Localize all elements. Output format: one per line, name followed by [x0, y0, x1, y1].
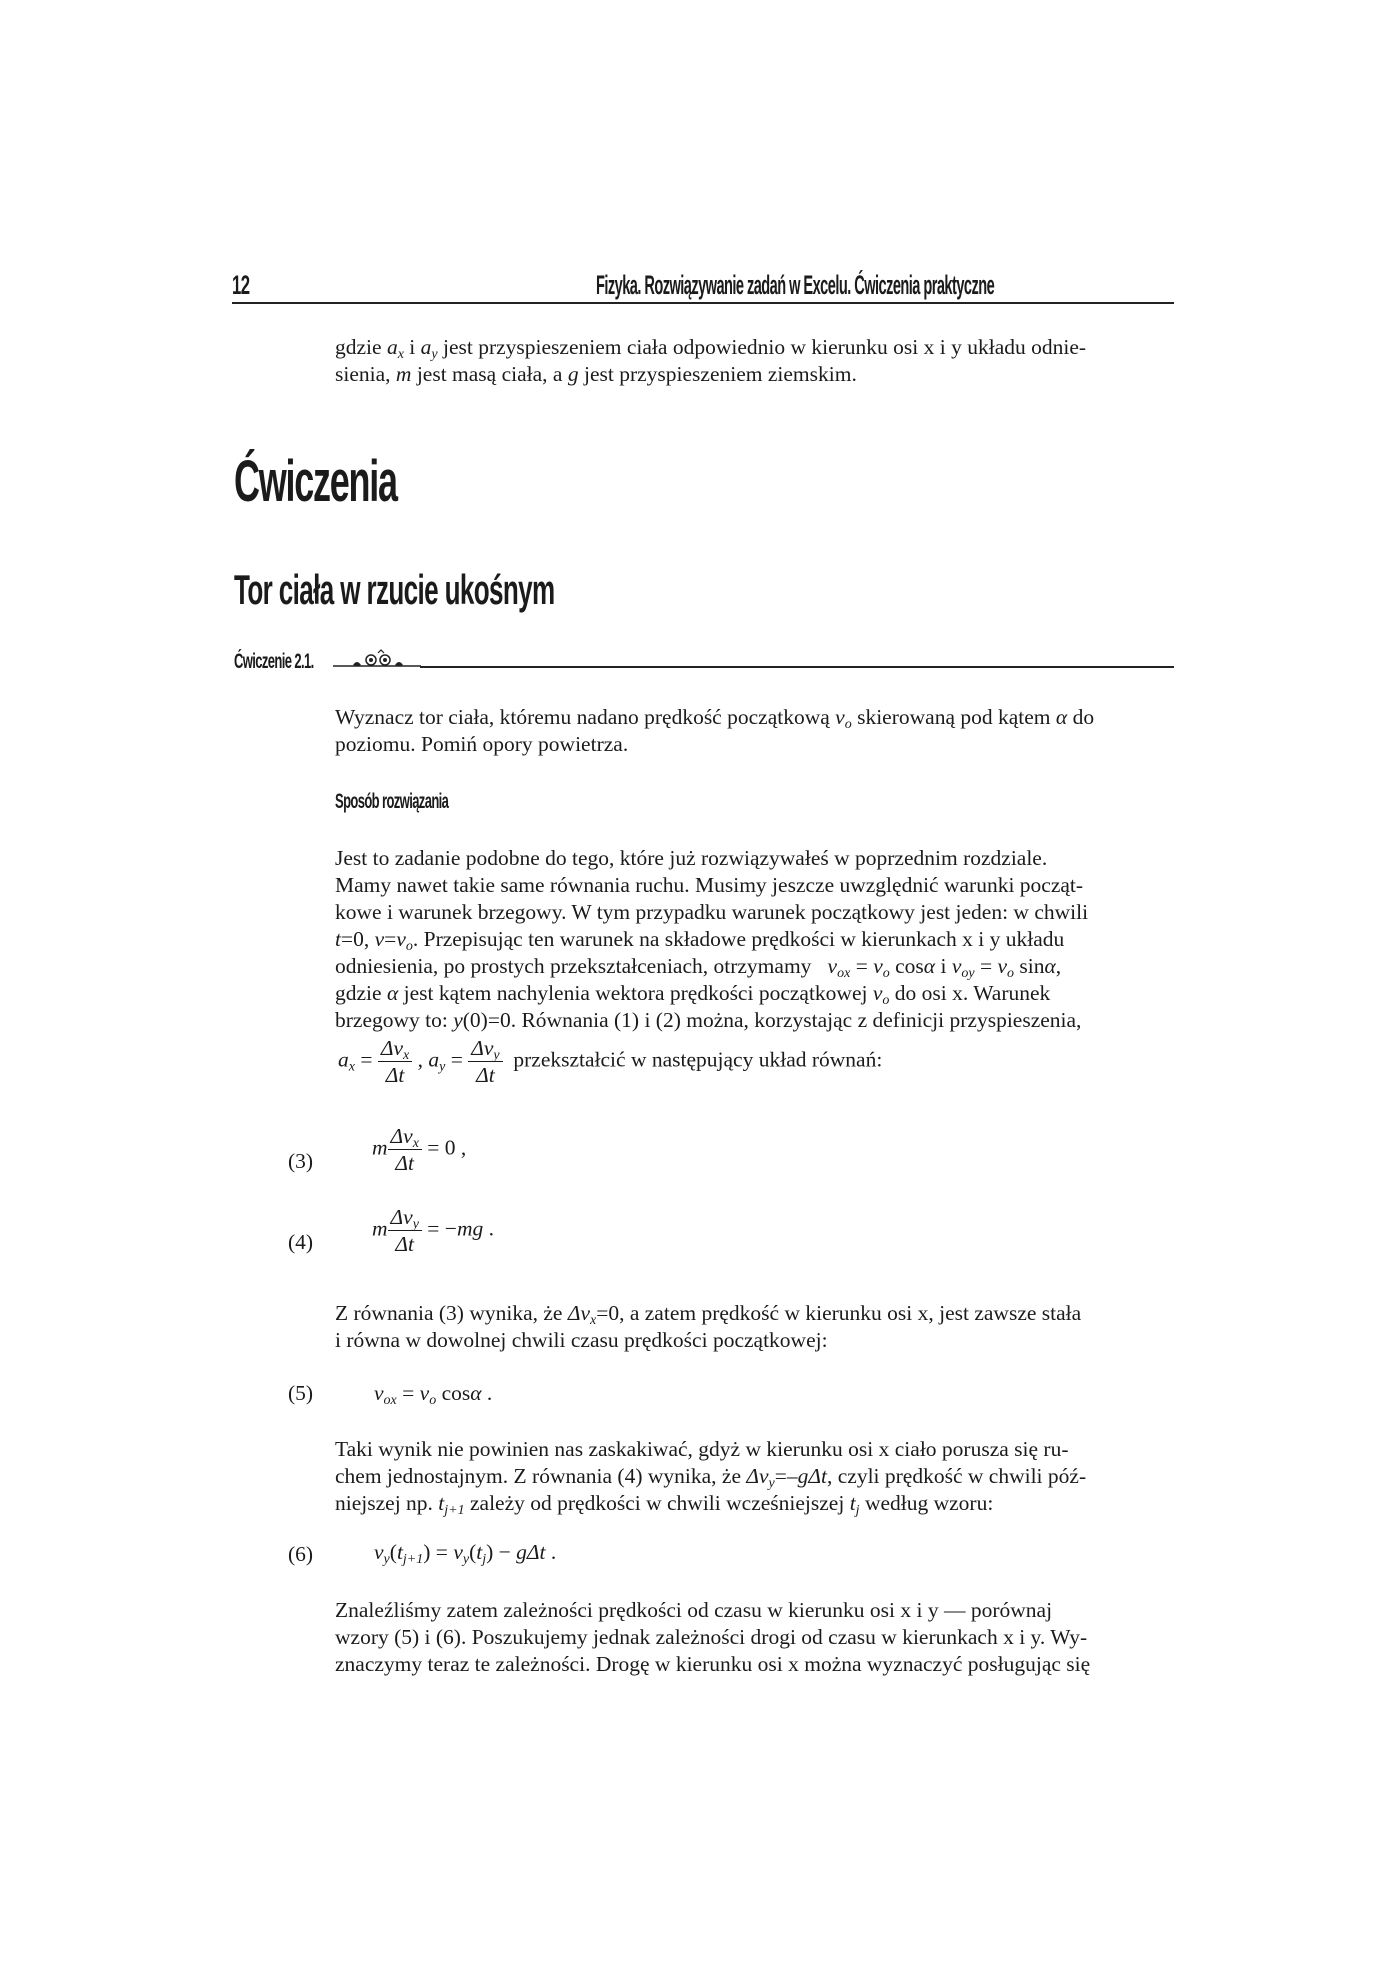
equation-5: $v_{ox} = v_o$ cosα .: [374, 1381, 493, 1408]
solution-line-1: Jest to zadanie podobne do tego, które już rozwiązywałeś w poprzednim rozdziale.: [335, 846, 1048, 870]
task-line-1: Wyznacz tor ciała, któremu nadano prędkość początkową $v_o$ skierowaną pod kątem α do: [335, 705, 1095, 732]
solution-line-7: brzegowy to: y(0)=0. Równania (1) i (2) można, korzystając z definicji przyspieszenia,: [335, 1008, 1082, 1032]
after-eq4-line-2: i równa w dowolnej chwili czasu prędkości początkowej:: [335, 1328, 828, 1352]
final-line-1: Znaleźliśmy zatem zależności prędkości od czasu w kierunku osi x i y — porównaj: [335, 1598, 1053, 1622]
after-eq5-line-3: niejszej np. $t_{j+1}$ zależy od prędkości w chwili wcześniejszej $t_j$ według wzoru:: [335, 1491, 994, 1518]
equation-5-number: (5): [288, 1381, 314, 1405]
exercise-label: Ćwiczenie 2.1.: [234, 650, 314, 673]
header-rule: [232, 302, 1174, 304]
fraction-eq4: $\frac{\Delta v_y}{\Delta t}$: [388, 1205, 422, 1256]
intro-line-2: sienia, m jest masą ciała, a g jest przyspieszeniem ziemskim.: [335, 362, 857, 386]
exercise-rule: [420, 666, 1174, 668]
final-line-3: znaczymy teraz te zależności. Drogę w kierunku osi x można wyznaczyć posługując się: [335, 1652, 1091, 1676]
final-line-2: wzory (5) i (6). Poszukujemy jednak zależności drogi od czasu w kierunkach x i y. Wy-: [335, 1625, 1088, 1649]
chapter-heading: Ćwiczenia: [234, 449, 397, 514]
ornament-icon: [333, 649, 423, 671]
fraction-dvy-dt: $\frac{\Delta v_y}{\Delta t}$: [468, 1036, 502, 1087]
page-number: 12: [232, 270, 250, 300]
section-heading: Tor ciała w rzucie ukośnym: [234, 566, 555, 613]
solution-line-3: kowe i warunek brzegowy. W tym przypadku warunek początkowy jest jeden: w chwili: [335, 900, 1089, 924]
equation-6: $v_y(t_{j+1}) = v_y(t_j) - g\Delta t$ .: [374, 1540, 557, 1567]
solution-line-4: t=0, $v=v_o$. Przepisując ten warunek na składowe prędkości w kierunkach x i y układu: [335, 927, 1065, 954]
fraction-eq3: $\frac{\Delta v_x}{\Delta t}$: [388, 1124, 422, 1175]
intro-line-1: gdzie $a_x$ i $a_y$ jest przyspieszeniem ciała odpowiednio w kierunku osi x i y układu odnie-: [335, 335, 1087, 362]
equation-6-number: (6): [288, 1542, 314, 1566]
equation-3-number: (3): [288, 1149, 314, 1173]
solution-heading: Sposób rozwiązania: [335, 790, 449, 813]
exercise-ornament: [333, 649, 423, 671]
solution-line-2: Mamy nawet takie same równania ruchu. Musimy jeszcze uwzględnić warunki począt-: [335, 873, 1084, 897]
task-line-2: poziomu. Pomiń opory powietrza.: [335, 732, 629, 756]
equation-4: m $\frac{\Delta v_y}{\Delta t}$ = −mg .: [372, 1205, 494, 1256]
solution-line-5: odniesienia, po prostych przekształceniach, otrzymamy $v_{ox} = v_o$ cosα i $v_{oy} = v_o$ sinα,: [335, 954, 1062, 981]
running-header-title: Fizyka. Rozwiązywanie zadań w Excelu. Ćwiczenia praktyczne: [596, 270, 995, 300]
fraction-dvx-dt: $\frac{\Delta v_x}{\Delta t}$: [378, 1036, 412, 1087]
after-eq5-line-2: chem jednostajnym. Z równania (4) wynika, że $\Delta v_y=$–gΔt, czyli prędkość w chwili póź-: [335, 1464, 1087, 1491]
solution-line-6: gdzie α jest kątem nachylenia wektora prędkości początkowej $v_o$ do osi x. Warunek: [335, 981, 1051, 1008]
acceleration-definition: $a_x$ = $\frac{\Delta v_x}{\Delta t}$ , $a_y$ = $\frac{\Delta v_y}{\Delta t}$ przekształcić w następujący układ równań:: [338, 1036, 883, 1087]
equation-3: m $\frac{\Delta v_x}{\Delta t}$ = 0 ,: [372, 1124, 467, 1175]
after-eq4-line-1: Z równania (3) wynika, że $\Delta v_x=0$, a zatem prędkość w kierunku osi x, jest zawsze stała: [335, 1301, 1082, 1328]
equation-4-number: (4): [288, 1230, 314, 1254]
after-eq5-line-1: Taki wynik nie powinien nas zaskakiwać, gdyż w kierunku osi x ciało porusza się ru-: [335, 1437, 1069, 1461]
